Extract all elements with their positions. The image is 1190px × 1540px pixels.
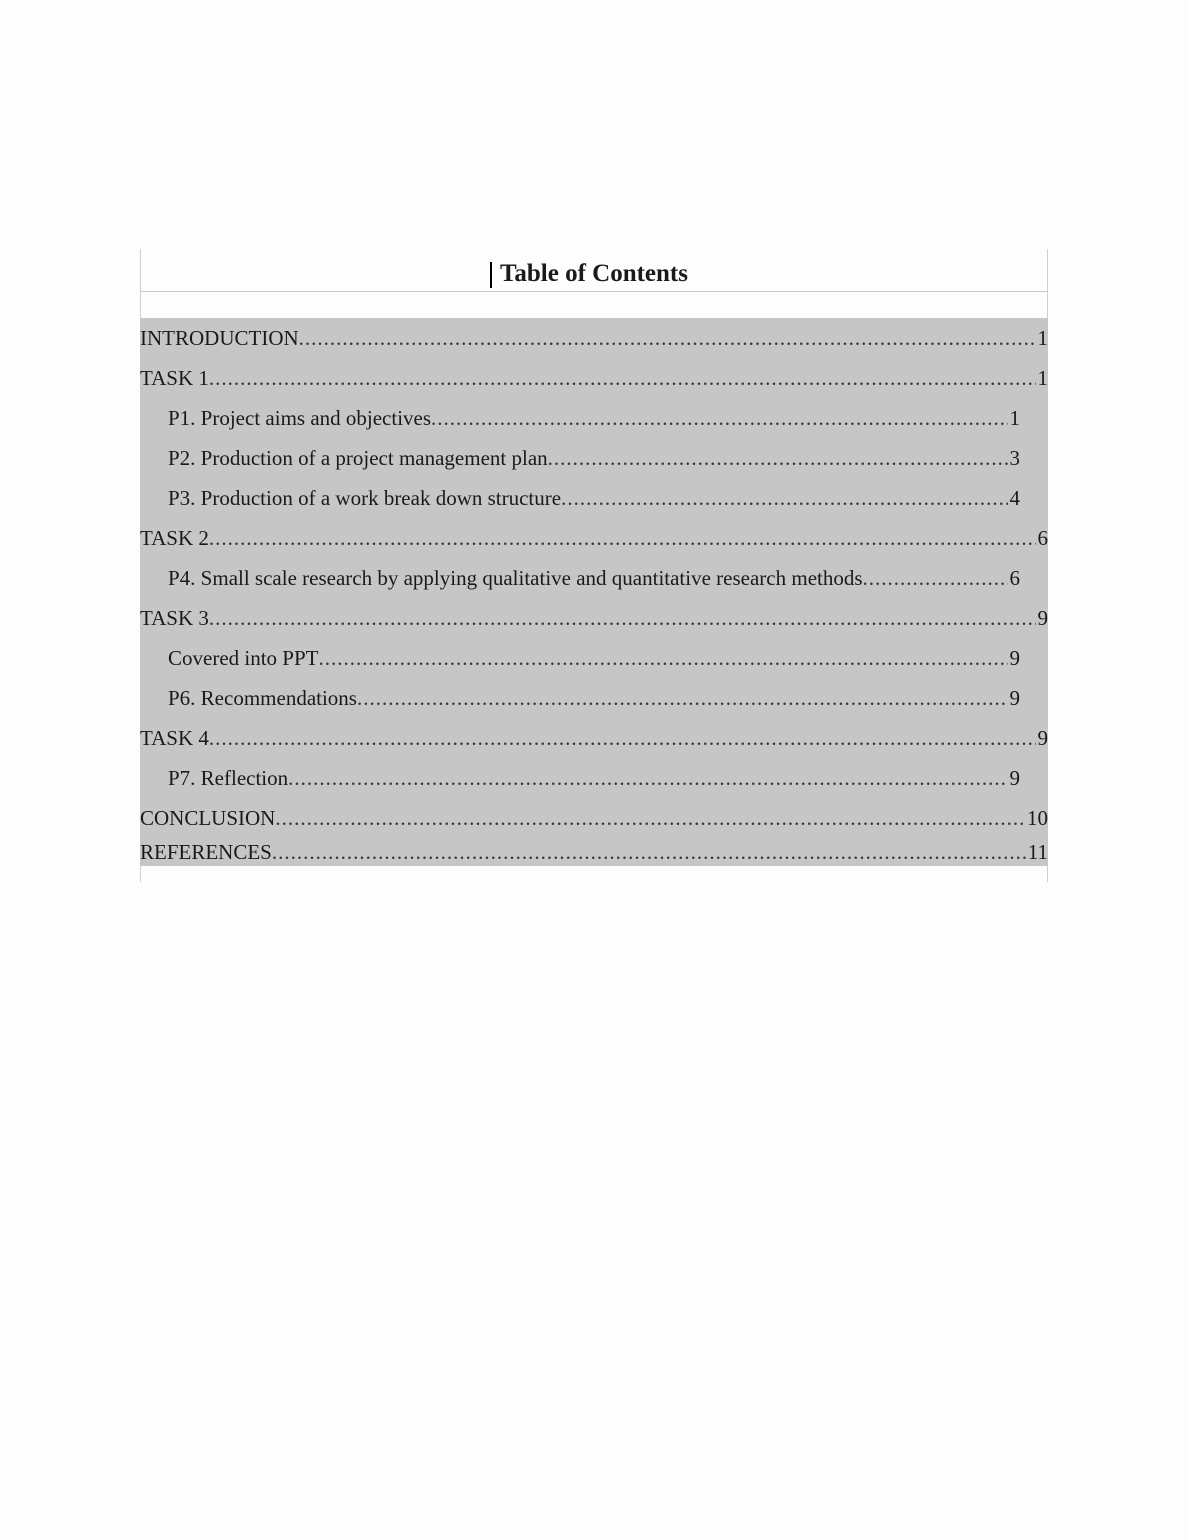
- toc-entry-p2[interactable]: [168, 438, 1020, 478]
- toc-entry-task-1[interactable]: [140, 358, 1048, 398]
- toc-entry-p7[interactable]: [168, 758, 1020, 798]
- toc-entry-page: 9: [1009, 686, 1020, 710]
- toc-entry-page: 9: [1009, 646, 1020, 670]
- dot-leader: [357, 686, 1008, 710]
- toc-entry-label: TASK 3: [140, 606, 209, 630]
- dot-leader: [548, 446, 1008, 470]
- toc-entry-page: 9: [1009, 766, 1020, 790]
- toc-entry-label: TASK 2: [140, 526, 209, 550]
- dot-leader: [209, 606, 1036, 630]
- toc-entry-task-4[interactable]: [140, 718, 1048, 758]
- toc-entry-label: P7. Reflection: [168, 766, 289, 790]
- toc-entry-task-3[interactable]: [140, 598, 1048, 638]
- toc-entry-conclusion[interactable]: [140, 798, 1048, 838]
- toc-entry-label: P1. Project aims and objectives: [168, 406, 432, 430]
- dot-leader: [288, 766, 1007, 790]
- toc-entry-page: 10: [1027, 806, 1048, 830]
- toc-title[interactable]: Table of Contents: [500, 260, 688, 287]
- toc-entry-page: 1: [1037, 326, 1048, 350]
- dot-leader: [299, 326, 1036, 350]
- toc-entry-label: CONCLUSION: [140, 806, 276, 830]
- toc-entry-page: 4: [1009, 486, 1020, 510]
- table-of-contents: [140, 249, 1048, 882]
- toc-entry-label: P4. Small scale research by applying qualitative and quantitative research methods: [168, 566, 863, 590]
- toc-entry-label: INTRODUCTION: [140, 326, 299, 350]
- toc-entry-label: P2. Production of a project management plan: [168, 446, 548, 470]
- toc-entry-label: P6. Recommendations: [168, 686, 357, 710]
- toc-entry-label: REFERENCES: [140, 840, 272, 864]
- dot-leader: [209, 726, 1036, 750]
- toc-entry-page: 9: [1037, 726, 1048, 750]
- toc-entry-page: 6: [1037, 526, 1048, 550]
- toc-entry-page: 1: [1037, 366, 1048, 390]
- toc-entry-covered-into-ppt[interactable]: [168, 638, 1020, 678]
- dot-leader: [561, 486, 1007, 510]
- toc-entry-p6[interactable]: [168, 678, 1020, 718]
- toc-entry-label: TASK 4: [140, 726, 209, 750]
- toc-entry-p3[interactable]: [168, 478, 1020, 518]
- toc-entry-page: 9: [1037, 606, 1048, 630]
- toc-entry-label: P3. Production of a work break down structure: [168, 486, 562, 510]
- dot-leader: [863, 566, 1008, 590]
- toc-entry-task-2[interactable]: [140, 518, 1048, 558]
- toc-entry-label: Covered into PPT: [168, 646, 319, 670]
- toc-entry-references[interactable]: [140, 838, 1048, 866]
- toc-entry-p1[interactable]: [168, 398, 1020, 438]
- toc-entry-page: 6: [1009, 566, 1020, 590]
- dot-leader: [209, 526, 1036, 550]
- toc-entry-p4[interactable]: [168, 558, 1020, 598]
- toc-entries: [140, 318, 1048, 866]
- toc-entry-page: 3: [1009, 446, 1020, 470]
- dot-leader: [275, 806, 1025, 830]
- dot-leader: [319, 646, 1008, 670]
- dot-leader: [431, 406, 1007, 430]
- toc-entry-page: 1: [1009, 406, 1020, 430]
- toc-entry-page: 11: [1027, 840, 1048, 864]
- toc-entry-introduction[interactable]: [140, 318, 1048, 358]
- toc-header: [141, 249, 1047, 292]
- dot-leader: [272, 840, 1026, 864]
- toc-entry-label: TASK 1: [140, 366, 209, 390]
- dot-leader: [209, 366, 1036, 390]
